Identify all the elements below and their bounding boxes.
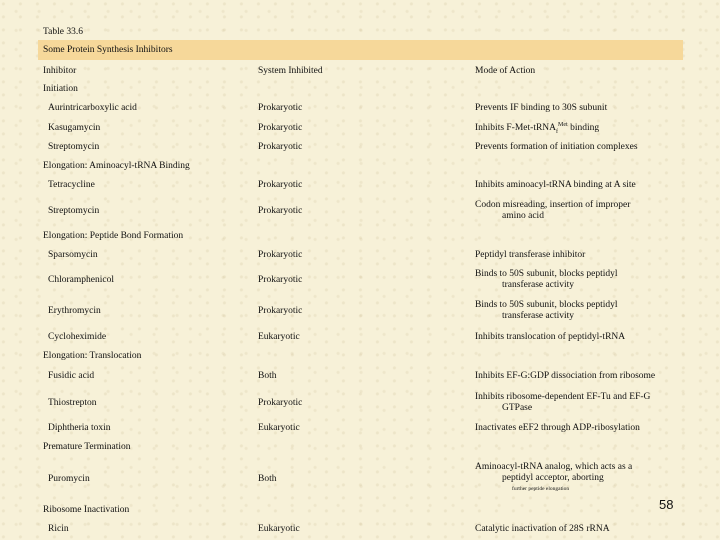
inhibitor-name: Streptomycin [48, 142, 100, 152]
inhibitor-name: Diphtheria toxin [48, 423, 111, 433]
mode-of-action: Inhibits translocation of peptidyl-tRNA [475, 332, 626, 342]
page-number: 58 [659, 497, 674, 512]
inhibitor-name: Tetracycline [48, 180, 95, 190]
mode-of-action: Inhibits EF-G:GDP dissociation from ribosome [475, 371, 656, 381]
column-header-mode: Mode of Action [475, 66, 536, 76]
inhibitor-name: Fusidic acid [48, 371, 95, 381]
inhibitor-name: Ricin [48, 524, 69, 534]
section-translocation: Elongation: Translocation [43, 351, 142, 361]
system-inhibited: Prokaryotic [258, 123, 303, 133]
section-premature-termination: Premature Termination [43, 442, 131, 452]
mode-of-action: Prevents formation of initiation complexes [475, 142, 638, 152]
system-inhibited: Prokaryotic [258, 180, 303, 190]
mode-of-action: Binds to 50S subunit, blocks peptidyl transferase activity [475, 269, 618, 290]
system-inhibited: Prokaryotic [258, 142, 303, 152]
inhibitor-name: Cycloheximide [48, 332, 107, 342]
inhibitor-name: Puromycin [48, 474, 90, 484]
system-inhibited: Prokaryotic [258, 275, 303, 285]
system-inhibited: Both [258, 371, 277, 381]
mode-of-action: Aminoacyl-tRNA analog, which acts as a peptidyl acceptor, aborting [475, 462, 633, 483]
system-inhibited: Prokaryotic [258, 306, 303, 316]
system-inhibited: Prokaryotic [258, 398, 303, 408]
inhibitor-name: Streptomycin [48, 206, 100, 216]
table-subtitle: Some Protein Synthesis Inhibitors [43, 45, 173, 55]
inhibitor-name: Erythromycin [48, 306, 101, 316]
column-header-inhibitor: Inhibitor [43, 66, 77, 76]
inhibitor-name: Thiostrepton [48, 398, 97, 408]
system-inhibited: Prokaryotic [258, 250, 303, 260]
system-inhibited: Prokaryotic [258, 103, 303, 113]
mode-of-action: Inhibits ribosome-dependent EF-Tu and EF-G GTPase [475, 392, 651, 413]
section-aminoacyl-binding: Elongation: Aminoacyl-tRNA Binding [43, 161, 190, 171]
inhibitor-name: Sparsomycin [48, 250, 98, 260]
mode-of-action: Prevents IF binding to 30S subunit [475, 103, 608, 113]
mode-of-action: Inhibits aminoacyl-tRNA binding at A site [475, 180, 636, 190]
system-inhibited: Eukaryotic [258, 423, 300, 433]
footnote-text: further peptide elongation [512, 486, 570, 492]
mode-of-action: Catalytic inactivation of 28S rRNA [475, 524, 610, 534]
mode-of-action: Inhibits F-Met-tRNA$_f^{Met}$ binding [475, 121, 600, 135]
inhibitor-name: Aurintricarboxylic acid [48, 103, 137, 113]
section-ribosome-inactivation: Ribosome Inactivation [43, 505, 130, 515]
system-inhibited: Prokaryotic [258, 206, 303, 216]
mode-of-action: Peptidyl transferase inhibitor [475, 250, 586, 260]
system-inhibited: Eukaryotic [258, 524, 300, 534]
table-title: Table 33.6 [43, 27, 83, 37]
column-header-system: System Inhibited [258, 66, 323, 76]
mode-of-action: Inactivates eEF2 through ADP-ribosylation [475, 423, 640, 433]
inhibitor-name: Chloramphenicol [48, 275, 114, 285]
inhibitor-name: Kasugamycin [48, 123, 101, 133]
section-peptide-bond: Elongation: Peptide Bond Formation [43, 231, 184, 241]
section-initiation: Initiation [43, 84, 78, 94]
mode-of-action: Binds to 50S subunit, blocks peptidyl transferase activity [475, 300, 618, 321]
system-inhibited: Eukaryotic [258, 332, 300, 342]
system-inhibited: Both [258, 474, 277, 484]
mode-of-action: Codon misreading, insertion of improper amino acid [475, 200, 631, 221]
